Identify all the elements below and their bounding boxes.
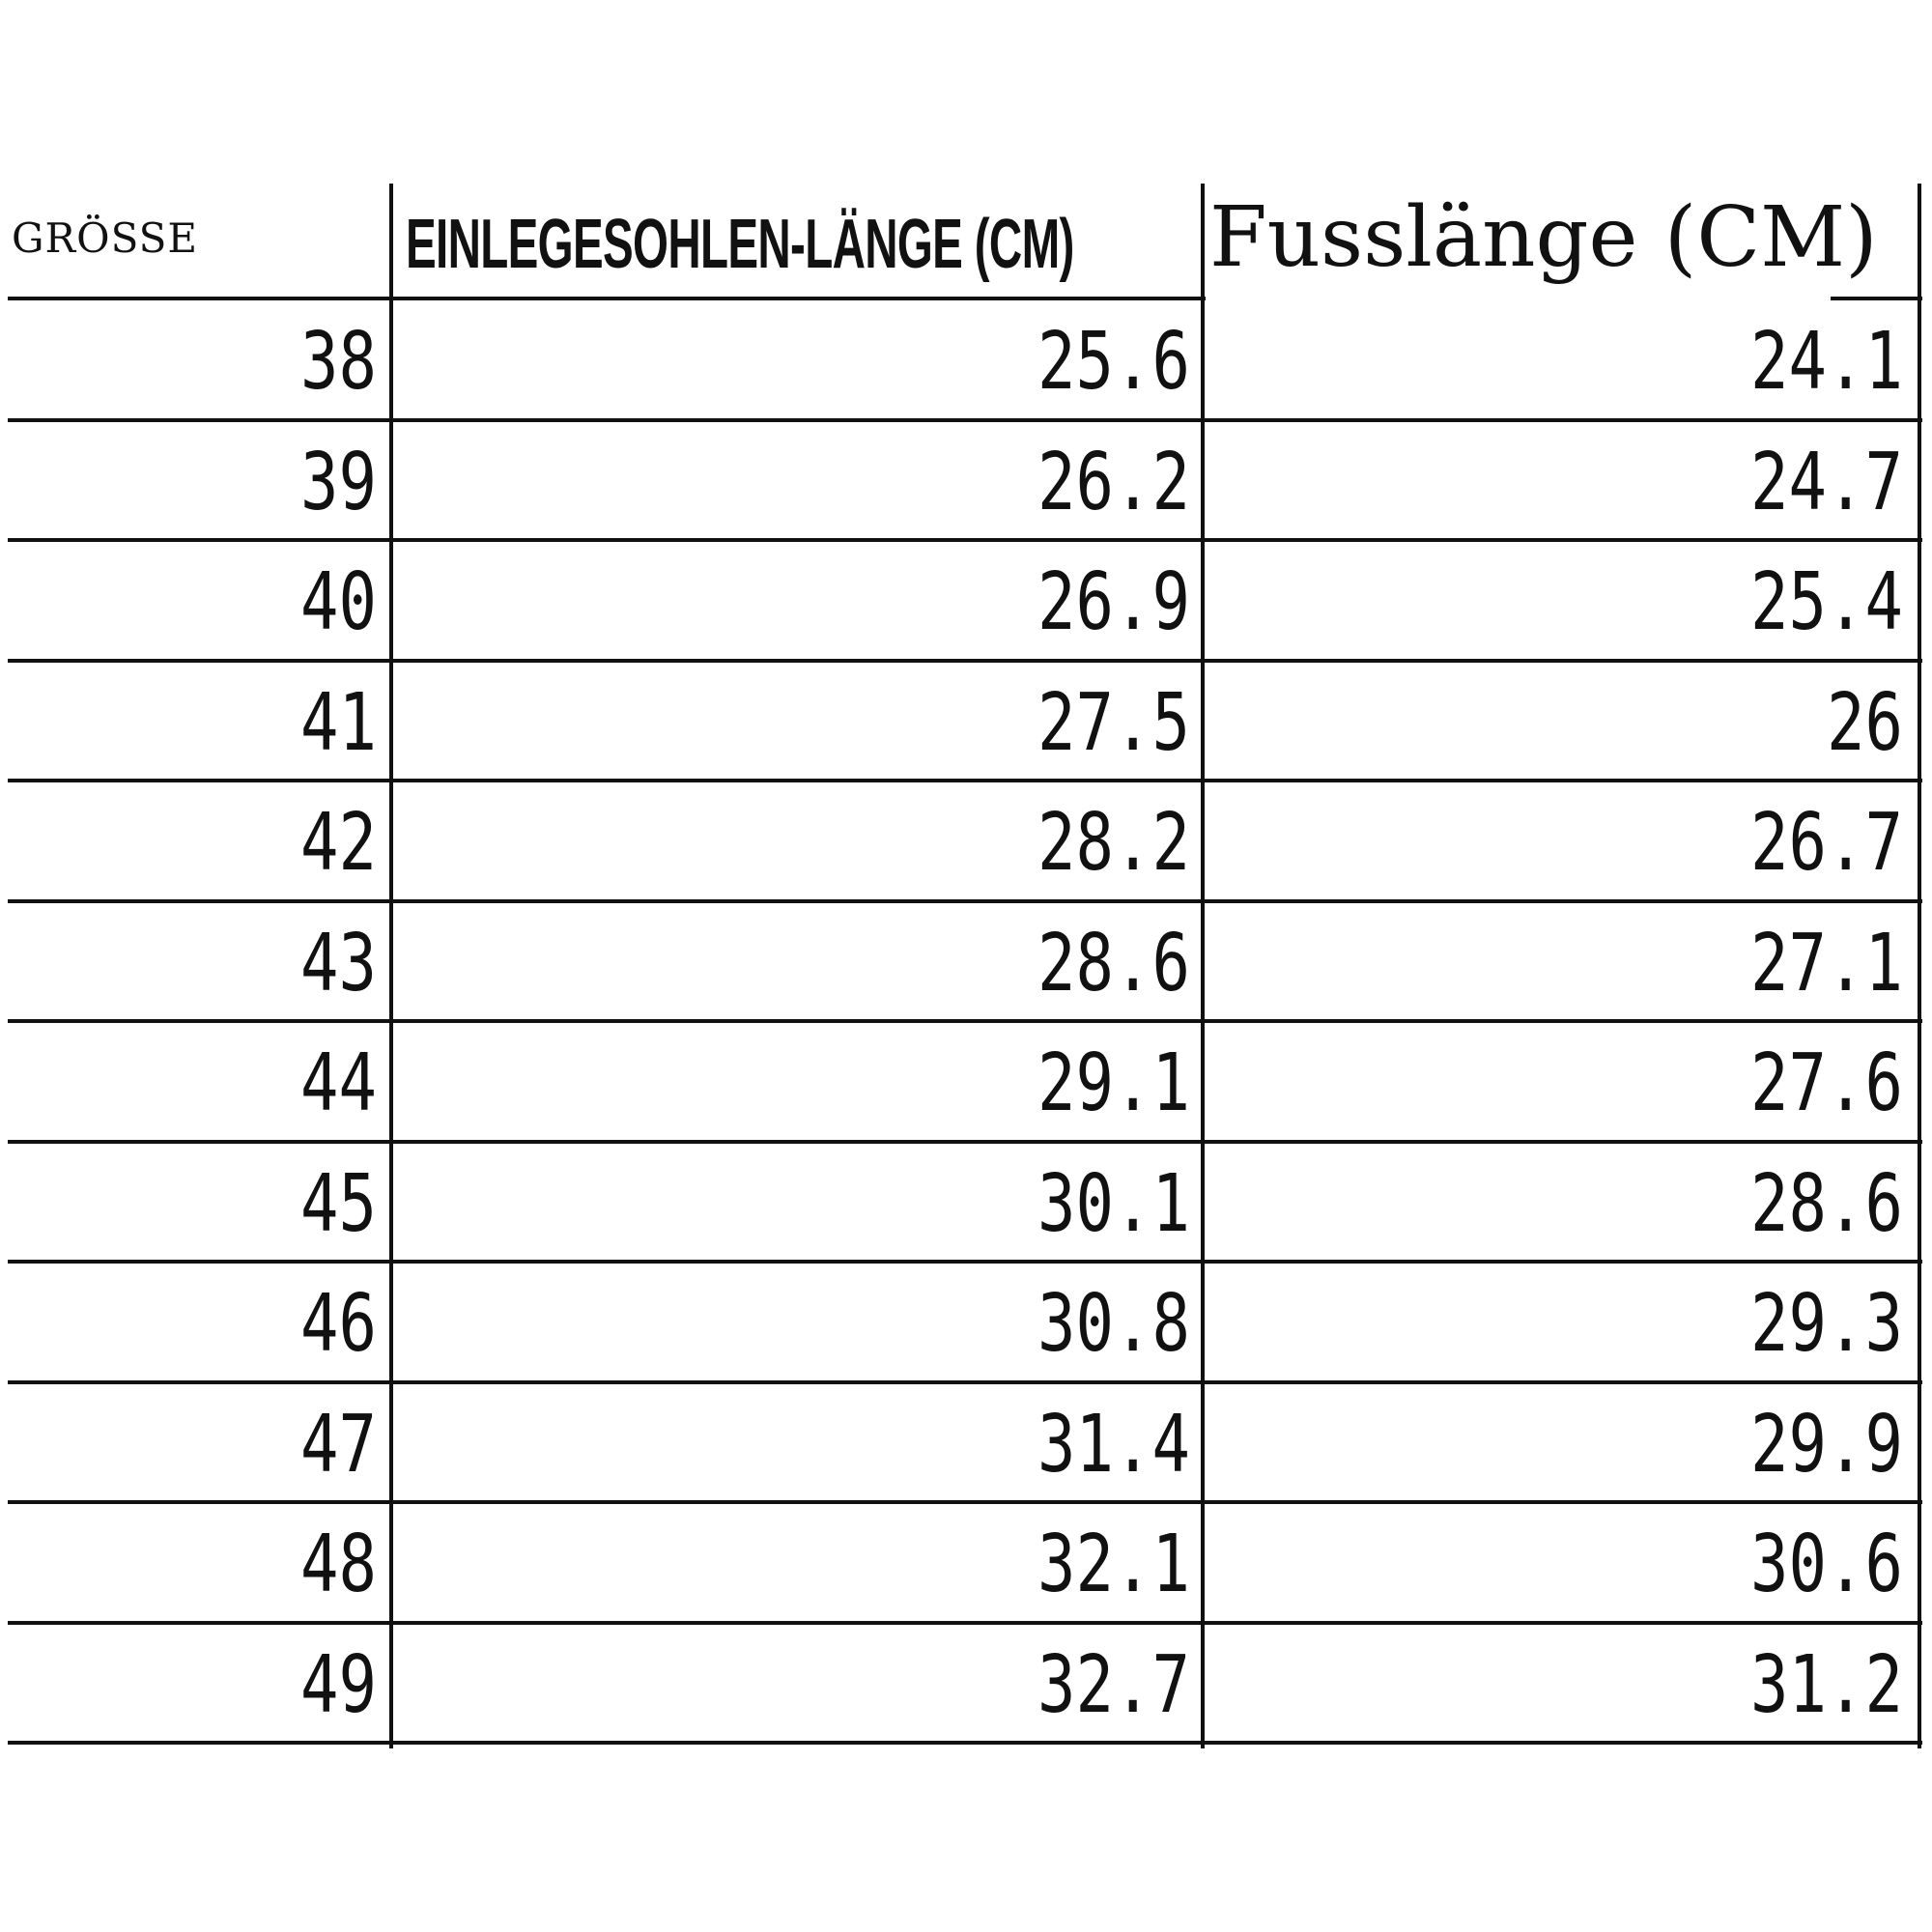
insole-length-cell: 26.9 xyxy=(1037,556,1190,648)
size-cell: 49 xyxy=(300,1639,377,1731)
table-row xyxy=(0,421,1932,541)
table-row xyxy=(0,1263,1932,1382)
header-size: GRÖSSE xyxy=(12,214,199,262)
size-cell: 40 xyxy=(300,556,377,648)
insole-length-cell: 32.1 xyxy=(1037,1519,1190,1610)
foot-length-cell: 26 xyxy=(1827,677,1903,769)
insole-length-cell: 30.1 xyxy=(1037,1158,1190,1250)
foot-length-cell: 28.6 xyxy=(1750,1158,1903,1250)
insole-length-cell: 29.1 xyxy=(1037,1037,1190,1129)
size-cell: 48 xyxy=(300,1519,377,1610)
insole-length-cell: 28.2 xyxy=(1037,797,1190,889)
foot-length-cell: 30.6 xyxy=(1750,1519,1903,1610)
foot-length-cell: 27.6 xyxy=(1750,1037,1903,1129)
size-cell: 39 xyxy=(300,437,377,528)
size-cell: 43 xyxy=(300,918,377,1009)
foot-length-cell: 31.2 xyxy=(1750,1639,1903,1731)
header-foot-length: Fusslänge (CM) xyxy=(1209,189,1878,286)
size-cell: 45 xyxy=(300,1158,377,1250)
insole-length-cell: 27.5 xyxy=(1037,677,1190,769)
foot-length-cell: 29.3 xyxy=(1750,1278,1903,1370)
foot-length-cell: 26.7 xyxy=(1750,797,1903,889)
table-row xyxy=(0,1383,1932,1503)
table-row xyxy=(0,902,1932,1022)
foot-length-cell: 25.4 xyxy=(1750,556,1903,648)
insole-length-cell: 28.6 xyxy=(1037,918,1190,1009)
table-row xyxy=(0,300,1932,420)
size-cell: 44 xyxy=(300,1037,377,1129)
insole-length-cell: 30.8 xyxy=(1037,1278,1190,1370)
row-divider xyxy=(8,1741,1922,1745)
foot-length-cell: 29.9 xyxy=(1750,1399,1903,1491)
insole-length-cell: 26.2 xyxy=(1037,437,1190,528)
size-cell: 47 xyxy=(300,1399,377,1491)
size-cell: 42 xyxy=(300,797,377,889)
table-row xyxy=(0,1503,1932,1623)
size-cell: 38 xyxy=(300,316,377,408)
table-row xyxy=(0,1624,1932,1744)
header-insole-length: EINLEGESOHLEN-LÄNGE (CM) xyxy=(406,206,1074,283)
foot-length-cell: 24.1 xyxy=(1750,316,1903,408)
insole-length-cell: 32.7 xyxy=(1037,1639,1190,1731)
size-cell: 41 xyxy=(300,677,377,769)
table-row xyxy=(0,541,1932,661)
insole-length-cell: 31.4 xyxy=(1037,1399,1190,1491)
table-row xyxy=(0,662,1932,781)
table-row xyxy=(0,1143,1932,1263)
table-row xyxy=(0,781,1932,901)
foot-length-cell: 24.7 xyxy=(1750,437,1903,528)
table-row xyxy=(0,1022,1932,1142)
size-cell: 46 xyxy=(300,1278,377,1370)
foot-length-cell: 27.1 xyxy=(1750,918,1903,1009)
insole-length-cell: 25.6 xyxy=(1037,316,1190,408)
